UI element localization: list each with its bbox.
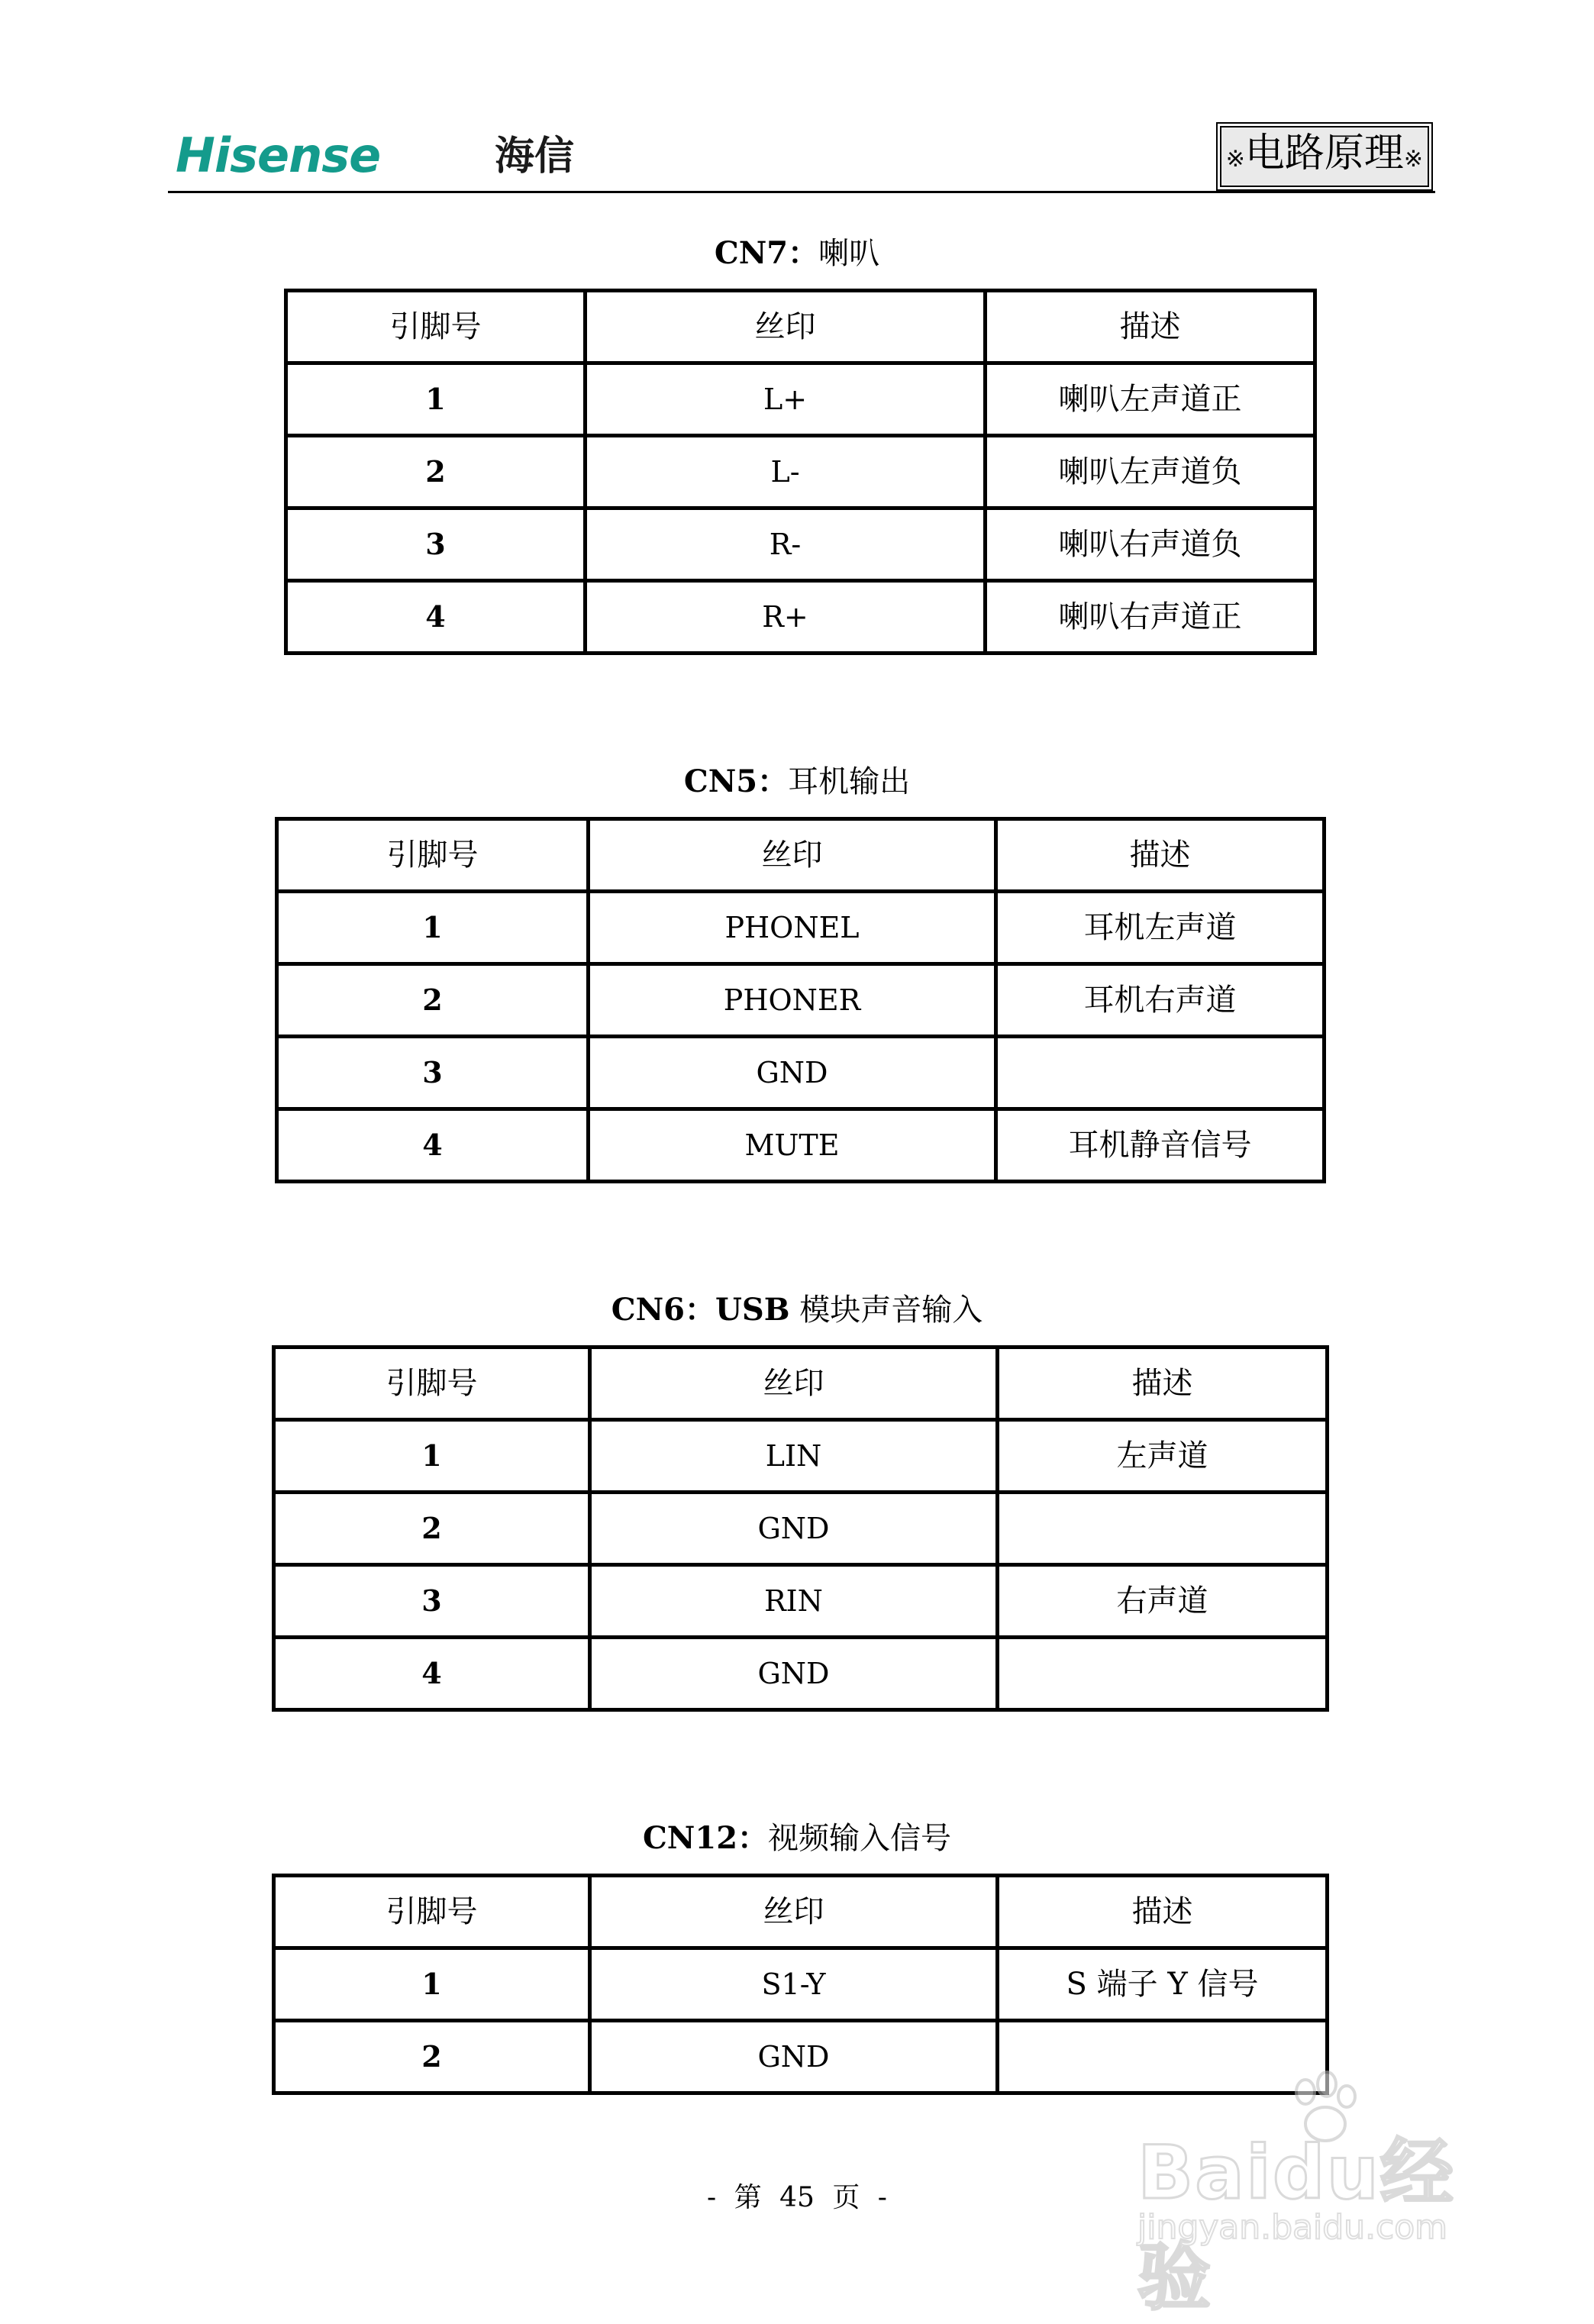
table-row xyxy=(274,1638,1328,1710)
table-row xyxy=(274,1420,1328,1493)
silk-cell: GND xyxy=(590,1638,998,1710)
pin-cell: 4 xyxy=(277,1109,589,1182)
silk-cell: R+ xyxy=(586,581,986,654)
table-header-row xyxy=(274,1348,1328,1420)
pin-table-cn7 xyxy=(284,289,1317,655)
table-row xyxy=(286,508,1315,581)
table-header-row xyxy=(286,291,1315,363)
table-row xyxy=(286,581,1315,654)
table-row xyxy=(274,1565,1328,1638)
silk-cell: S1-Y xyxy=(590,1948,998,2021)
col-header-pin: 引脚号 xyxy=(274,1876,590,1948)
col-header-desc: 描述 xyxy=(998,1348,1328,1420)
table-title-cn7: CN7：喇叭 xyxy=(714,235,880,271)
desc-cell: 右声道 xyxy=(998,1565,1328,1638)
desc-cell: 耳机左声道 xyxy=(996,892,1325,964)
table-row xyxy=(286,363,1315,436)
silk-cell: RIN xyxy=(590,1565,998,1638)
pin-cell: 2 xyxy=(274,1493,590,1565)
col-header-silk: 丝印 xyxy=(586,291,986,363)
silk-cell: LIN xyxy=(590,1420,998,1493)
desc-cell: 左声道 xyxy=(998,1420,1328,1493)
pin-cell: 2 xyxy=(286,436,586,508)
col-header-silk: 丝印 xyxy=(590,1348,998,1420)
desc-cell: 耳机静音信号 xyxy=(996,1109,1325,1182)
pin-cell: 1 xyxy=(286,363,586,436)
table-header-row xyxy=(274,1876,1328,1948)
watermark-main-text: Baidu经验 xyxy=(1137,2130,1455,2320)
desc-cell xyxy=(998,1638,1328,1710)
pin-cell: 1 xyxy=(274,1948,590,2021)
col-header-pin: 引脚号 xyxy=(274,1348,590,1420)
header-rule xyxy=(168,191,1435,193)
silk-cell: GND xyxy=(590,1493,998,1565)
table-header-row xyxy=(277,819,1325,892)
table-row xyxy=(277,1037,1325,1109)
col-header-desc: 描述 xyxy=(986,291,1315,363)
section-label-box xyxy=(1220,126,1429,187)
table-row xyxy=(274,1948,1328,2021)
pin-cell: 4 xyxy=(286,581,586,654)
pin-cell: 4 xyxy=(274,1638,590,1710)
pin-cell: 3 xyxy=(274,1565,590,1638)
pin-cell: 2 xyxy=(274,2021,590,2093)
pin-cell: 3 xyxy=(277,1037,589,1109)
desc-cell xyxy=(998,1493,1328,1565)
col-header-silk: 丝印 xyxy=(589,819,996,892)
silk-cell: PHONEL xyxy=(589,892,996,964)
desc-cell: 耳机右声道 xyxy=(996,964,1325,1037)
desc-cell: S 端子 Y 信号 xyxy=(998,1948,1328,2021)
pin-cell: 2 xyxy=(277,964,589,1037)
table-title-cn12: CN12：视频输入信号 xyxy=(642,1820,952,1856)
col-header-desc: 描述 xyxy=(998,1876,1328,1948)
hisense-logo: Hisense xyxy=(176,127,381,183)
col-header-desc: 描述 xyxy=(996,819,1325,892)
table-row xyxy=(277,892,1325,964)
hisense-logo-cn: 海信 xyxy=(495,134,575,179)
baidu-watermark xyxy=(1130,2069,1527,2320)
table-row xyxy=(277,964,1325,1037)
section-label: 电路原理 xyxy=(1244,131,1404,176)
pin-table-cn12 xyxy=(272,1874,1329,2095)
pin-table-cn5 xyxy=(275,817,1326,1183)
col-header-silk: 丝印 xyxy=(590,1876,998,1948)
col-header-pin: 引脚号 xyxy=(277,819,589,892)
table-title-cn6: CN6：USB 模块声音输入 xyxy=(611,1292,983,1328)
reference-mark-right: ※ xyxy=(1403,146,1423,173)
table-row xyxy=(274,1493,1328,1565)
desc-cell: 喇叭右声道正 xyxy=(986,581,1315,654)
desc-cell: 喇叭右声道负 xyxy=(986,508,1315,581)
pin-cell: 1 xyxy=(274,1420,590,1493)
pin-cell: 1 xyxy=(277,892,589,964)
col-header-pin: 引脚号 xyxy=(286,291,586,363)
page-number: - 第 45 页 - xyxy=(707,2182,887,2213)
desc-cell xyxy=(996,1037,1325,1109)
silk-cell: MUTE xyxy=(589,1109,996,1182)
desc-cell: 喇叭左声道正 xyxy=(986,363,1315,436)
table-row xyxy=(286,436,1315,508)
table-title-cn5: CN5：耳机输出 xyxy=(683,763,911,799)
page-header xyxy=(168,126,1435,195)
silk-cell: R- xyxy=(586,508,986,581)
silk-cell: PHONER xyxy=(589,964,996,1037)
watermark-url: jingyan.baidu.com xyxy=(1137,2208,1448,2247)
silk-cell: GND xyxy=(589,1037,996,1109)
pin-table-cn6 xyxy=(272,1345,1329,1712)
silk-cell: L+ xyxy=(586,363,986,436)
silk-cell: L- xyxy=(586,436,986,508)
pin-cell: 3 xyxy=(286,508,586,581)
desc-cell: 喇叭左声道负 xyxy=(986,436,1315,508)
reference-mark-left: ※ xyxy=(1225,146,1245,173)
silk-cell: GND xyxy=(590,2021,998,2093)
table-row xyxy=(277,1109,1325,1182)
